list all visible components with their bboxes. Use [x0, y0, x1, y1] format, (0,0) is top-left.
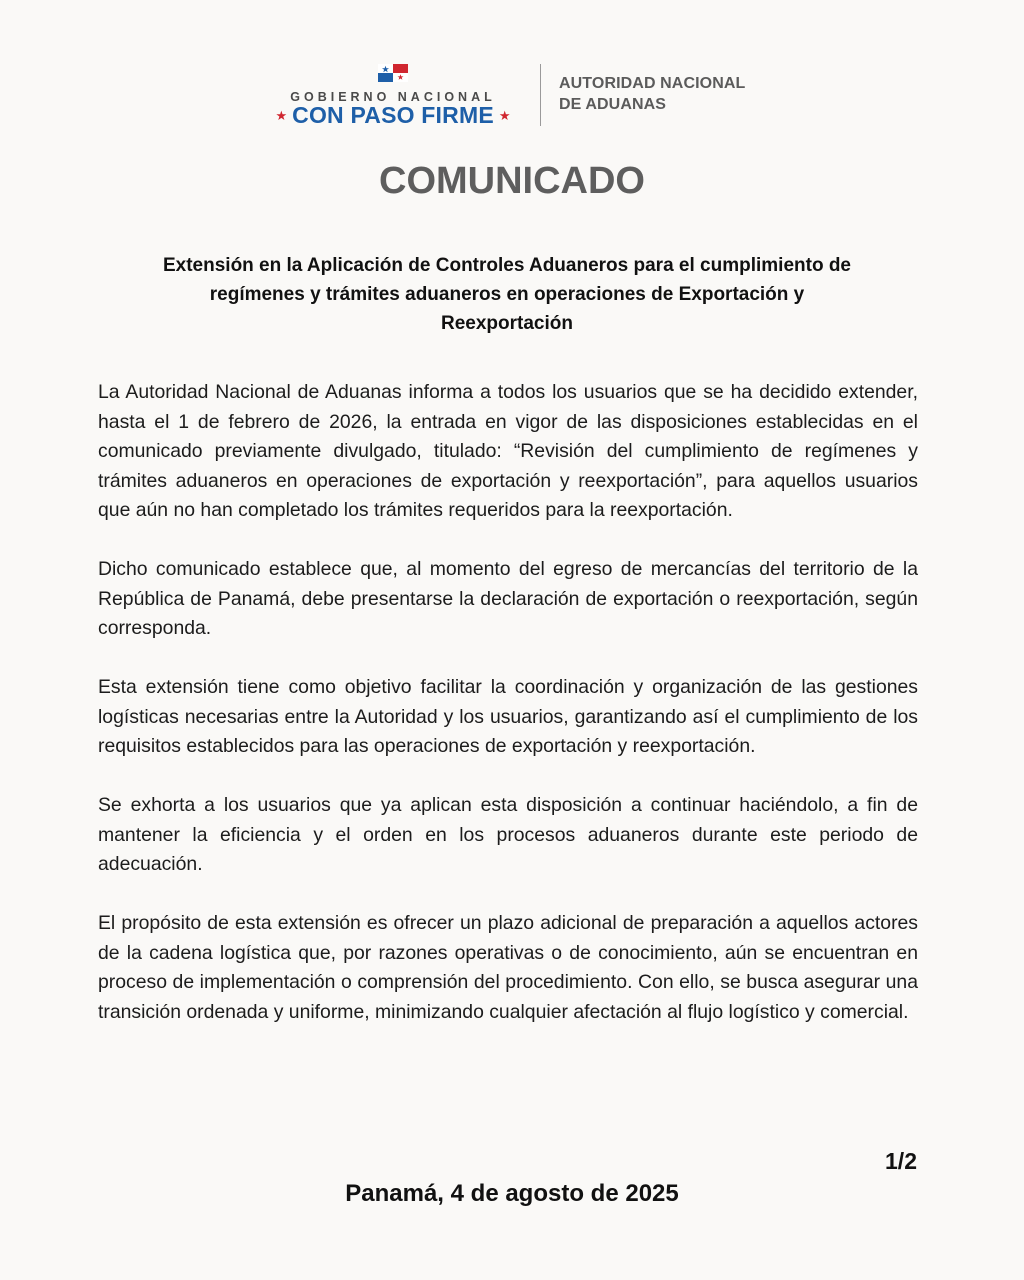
- paragraph: El propósito de esta extensión es ofrecer un plazo adicional de preparación a aquellos actores de la cadena logística que, por razones operativas o de conocimiento, aún se encuentran en proceso de implementación o comprensión del procedimiento. Con ello, se busca asegurar una transición ordenada y uniforme, minimizando cualquier afectación al flujo logístico y comercial.: [98, 912, 918, 1023]
- paragraph: Dicho comunicado establece que, al momento del egreso de mercancías del territorio de la República de Panamá, debe presentarse la declaración de exportación o reexportación, según corresponda.: [98, 558, 918, 639]
- subtitle-line: Reexportación: [441, 313, 573, 334]
- slogan-line: [262, 102, 524, 129]
- agency-line-1: AUTORIDAD NACIONAL: [559, 75, 746, 92]
- slogan-text: CON PASO FIRME: [292, 102, 494, 128]
- header: [0, 62, 1024, 132]
- subtitle: [100, 251, 914, 338]
- subtitle-line: regímenes y trámites aduaneros en operaciones de Exportación y: [209, 284, 805, 305]
- logo-divider: [540, 64, 541, 126]
- paragraph: Se exhorta a los usuarios que ya aplican esta disposición a continuar haciéndolo, a fin de mantener la eficiencia y el orden en los procesos aduaneros durante este periodo de adecuación.: [98, 794, 918, 875]
- panama-flag-icon: [378, 64, 408, 82]
- paragraph: Esta extensión tiene como objetivo facilitar la coordinación y organización de las gestiones logísticas necesarias entre la Autoridad y los usuarios, garantizando así el cumplimiento de los requisitos establecidos para las operaciones de exportación y reexportación.: [98, 676, 918, 757]
- page-number: 1/2: [885, 1148, 917, 1174]
- star-icon: ★: [275, 108, 288, 123]
- agency-name: [559, 73, 745, 115]
- star-icon: ★: [498, 108, 511, 123]
- paragraph: La Autoridad Nacional de Aduanas informa a todos los usuarios que se ha decidido extender, hasta el 1 de febrero de 2026, la entrada en vigor de las disposiciones establecidas en el comunicado previamente divulgado, titulado: “Revisión del cumplimiento de regímenes y trámites aduaneros en operaciones de exportación y reexportación”, para aquellos usuarios que aún no han completado los trámites requeridos para la reexportación.: [98, 381, 918, 521]
- page-title: COMUNICADO: [379, 160, 645, 202]
- date-line: Panamá, 4 de agosto de 2025: [345, 1180, 679, 1207]
- subtitle-line: Extensión en la Aplicación de Controles Aduaneros para el cumplimiento de: [162, 255, 852, 276]
- body-text: [98, 378, 918, 1057]
- agency-line-2: DE ADUANAS: [559, 96, 667, 113]
- gobierno-logo: [262, 62, 524, 132]
- gobierno-nacional-text: GOBIERNO NACIONAL: [290, 90, 496, 104]
